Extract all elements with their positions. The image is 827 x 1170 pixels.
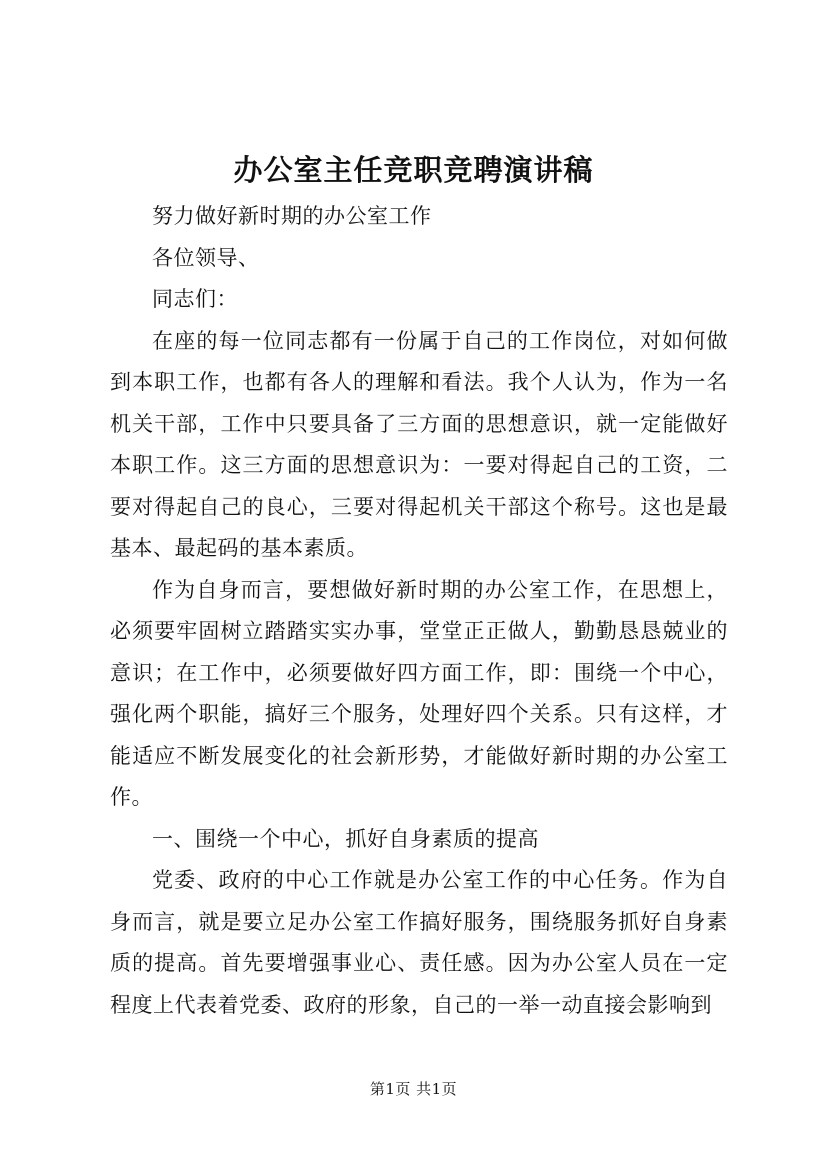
page-footer: 第1页 共1页	[369, 1080, 458, 1098]
body-paragraph: 在座的每一位同志都有一份属于自己的工作岗位，对如何做到本职工作，也都有各人的理解和看法。我个人认为，作为一名机关干部，工作中只要具备了三方面的思想意识，就一定能做好本职工作。这三方面的思想意识为：一要对得起自己的工资，二要对得起自己的良心，三要对得起机关干部这个称号。这也是最基本、最起码的基本素质。	[110, 328, 728, 560]
document-body	[110, 196, 728, 1026]
section-heading: 一、围绕一个中心，抓好自身素质的提高	[152, 826, 539, 851]
salutation-leaders: 各位领导、	[152, 245, 260, 270]
salutation-comrades: 同志们：	[152, 287, 238, 311]
subtitle-paragraph: 努力做好新时期的办公室工作	[152, 204, 432, 228]
document-title: 办公室主任竞职竞聘演讲稿	[233, 153, 594, 187]
body-paragraph: 作为自身而言，要想做好新时期的办公室工作，在思想上，必须要牢固树立踏踏实实办事，堂堂正正做人，勤勤恳恳兢业的意识；在工作中，必须要做好四方面工作，即：围绕一个中心，强化两个职能，搞好三个服务，处理好四个关系。只有这样，才能适应不断发展变化的社会新形势，才能做好新时期的办公室工作。	[110, 577, 728, 809]
body-paragraph: 党委、政府的中心工作就是办公室工作的中心任务。作为自身而言，就是要立足办公室工作搞好服务，围绕服务抓好自身素质的提高。首先要增强事业心、责任感。因为办公室人员在一定程度上代表着党委、政府的形象，自己的一举一动直接会影响到	[110, 868, 728, 1017]
